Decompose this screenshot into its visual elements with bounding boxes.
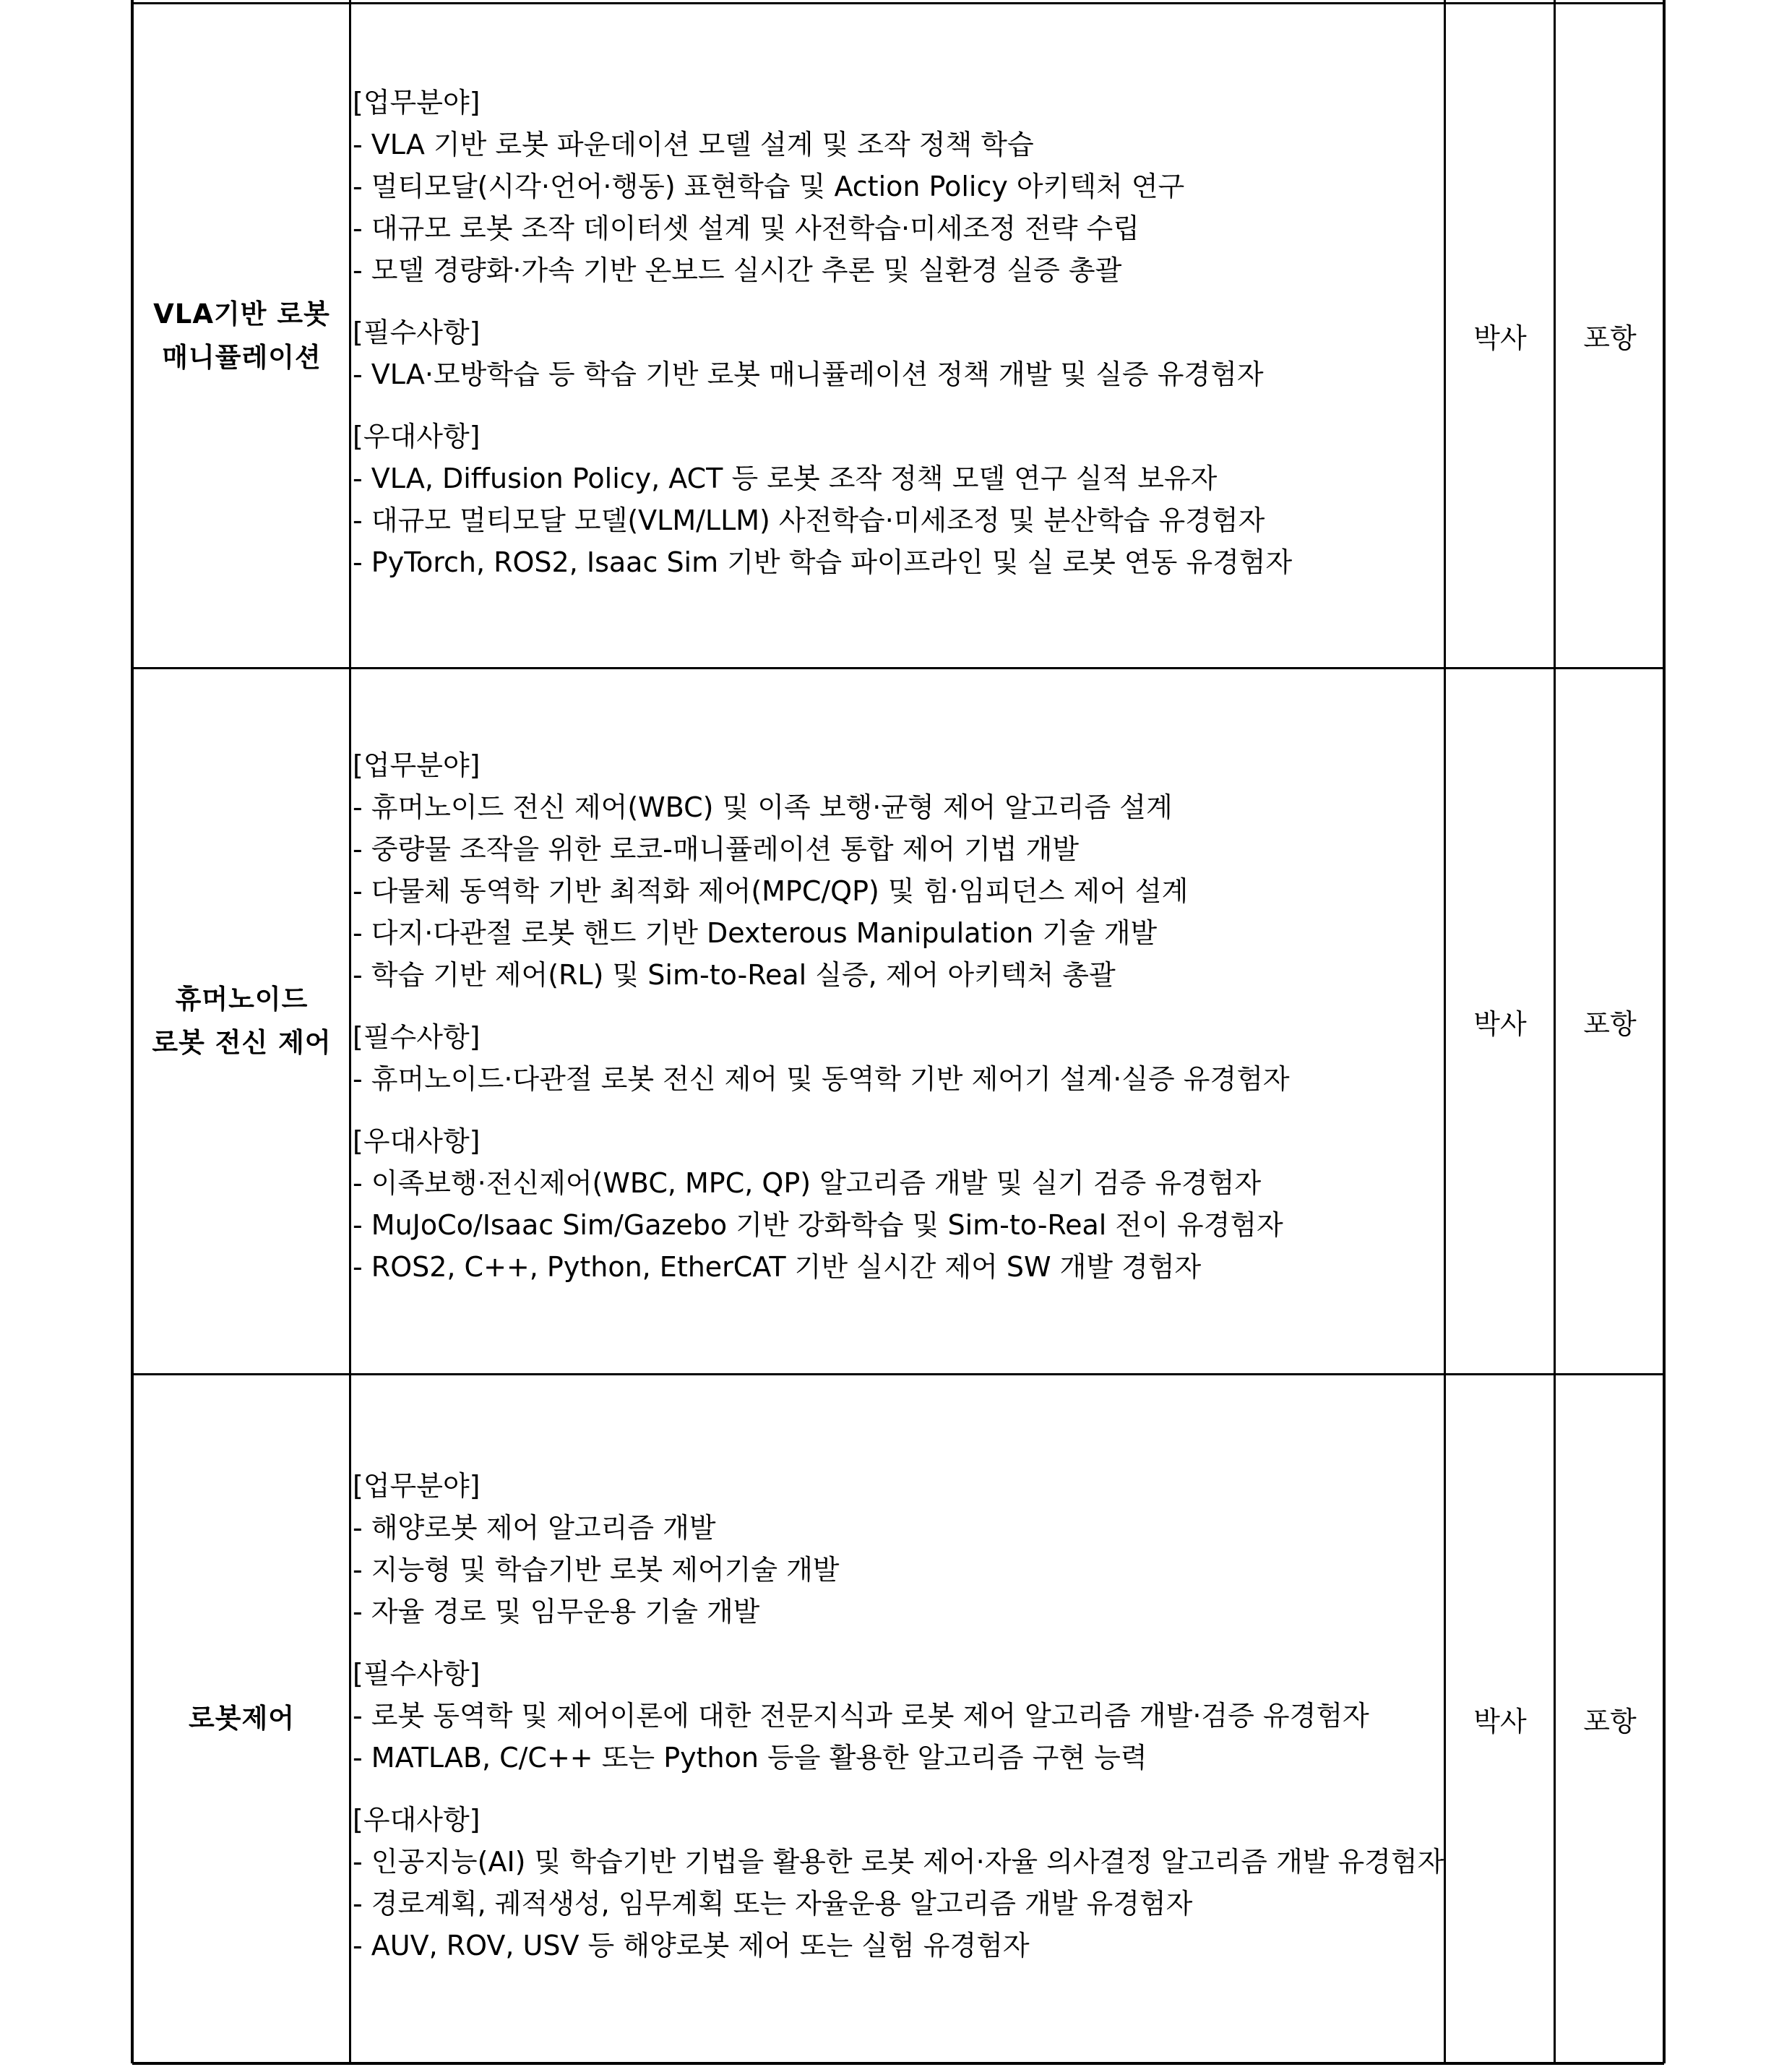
field-cell [135, 669, 348, 1373]
duty-item: - 모델 경량화·가속 기반 온보드 실시간 추론 및 실환경 실증 총괄 [353, 254, 1122, 286]
preferred-item: - 경로계획, 궤적생성, 임무계획 또는 자율운용 알고리즘 개발 유경험자 [353, 1888, 1193, 1920]
duties-section [353, 82, 1436, 291]
duties-title: [업무분야] [353, 749, 481, 781]
duty-item: - 지능형 및 학습기반 로봇 제어기술 개발 [353, 1554, 840, 1586]
duty-item: - 학습 기반 제어(RL) 및 Sim-to-Real 실증, 제어 아키텍처 총괄 [353, 959, 1116, 991]
required-item: - 로봇 동역학 및 제어이론에 대한 전문지식과 로봇 제어 알고리즘 개발·검증 유경험자 [353, 1700, 1369, 1732]
table-row [0, 669, 1792, 1373]
preferred-section [353, 416, 1436, 583]
preferred-title: [우대사항] [353, 1125, 481, 1157]
duty-item: - 다물체 동역학 기반 최적화 제어(MPC/QP) 및 힘·임피던스 제어 설계 [353, 875, 1189, 907]
preferred-item: - 이족보행·전신제어(WBC, MPC, QP) 알고리즘 개발 및 실기 검증 유경험자 [353, 1167, 1262, 1199]
preferred-item: - 인공지능(AI) 및 학습기반 기법을 활용한 로봇 제어·자율 의사결정 알고리즘 개발 유경험자 [353, 1846, 1444, 1878]
duty-item: - VLA 기반 로봇 파운데이션 모델 설계 및 조작 정책 학습 [353, 129, 1034, 160]
required-item: - VLA·모방학습 등 학습 기반 로봇 매니퓰레이션 정책 개발 및 실증 유경험자 [353, 358, 1264, 390]
duty-cell [353, 1465, 1444, 1987]
location-cell: 포항 [1583, 1705, 1637, 1737]
duty-item: - 멀티모달(시각·언어·행동) 표현학습 및 Action Policy 아키텍처 연구 [353, 171, 1185, 202]
field-cell [135, 1375, 348, 2062]
table-row [0, 1375, 1792, 2062]
preferred-item: - 대규모 멀티모달 모델(VLM/LLM) 사전학습·미세조정 및 분산학습 유경험자 [353, 504, 1265, 536]
degree-cell: 박사 [1473, 1705, 1527, 1737]
duty-item: - 자율 경로 및 임무운용 기술 개발 [353, 1596, 760, 1628]
required-item: - 휴머노이드·다관절 로봇 전신 제어 및 동역학 기반 제어기 설계·실증 유경험자 [353, 1063, 1290, 1095]
required-title: [필수사항] [353, 1021, 481, 1053]
location-cell: 포항 [1583, 1007, 1637, 1040]
duty-item: - 다지·다관절 로봇 핸드 기반 Dexterous Manipulation 기술 개발 [353, 917, 1158, 949]
preferred-section [353, 1120, 1436, 1288]
field-name: 휴머노이드 로봇 전신 제어 [152, 984, 332, 1058]
preferred-item: - MuJoCo/Isaac Sim/Gazebo 기반 강화학습 및 Sim-to-Real 전이 유경험자 [353, 1209, 1283, 1241]
required-title: [필수사항] [353, 1658, 481, 1690]
duty-item: - 휴머노이드 전신 제어(WBC) 및 이족 보행·균형 제어 알고리즘 설계 [353, 791, 1173, 823]
preferred-item: - VLA, Diffusion Policy, ACT 등 로봇 조작 정책 모델 연구 실적 보유자 [353, 463, 1218, 494]
preferred-item: - AUV, ROV, USV 등 해양로봇 제어 또는 실험 유경험자 [353, 1930, 1030, 1961]
duties-title: [업무분야] [353, 1470, 481, 1502]
preferred-section [353, 1799, 1444, 1967]
duty-cell [353, 744, 1436, 1308]
table-row [0, 4, 1792, 667]
preferred-item: - ROS2, C++, Python, EtherCAT 기반 실시간 제어 SW 개발 경험자 [353, 1251, 1202, 1283]
field-name: 로봇제어 [189, 1703, 295, 1734]
field-cell [135, 4, 348, 667]
degree-cell: 박사 [1473, 322, 1527, 354]
duty-item: - 대규모 로봇 조작 데이터셋 설계 및 사전학습·미세조정 전략 수립 [353, 212, 1140, 244]
duties-title: [업무분야] [353, 87, 481, 119]
duties-section [353, 744, 1436, 996]
duty-item: - 중량물 조작을 위한 로코-매니퓰레이션 통합 제어 기법 개발 [353, 833, 1080, 865]
duty-item: - 해양로봇 제어 알고리즘 개발 [353, 1512, 716, 1544]
degree-cell: 박사 [1473, 1007, 1527, 1040]
required-title: [필수사항] [353, 317, 481, 348]
preferred-title: [우대사항] [353, 1804, 481, 1836]
required-section [353, 311, 1436, 395]
field-name: VLA기반 로봇 매니퓰레이션 [153, 298, 330, 373]
duties-section [353, 1465, 1436, 1633]
duty-cell [353, 82, 1436, 603]
preferred-title: [우대사항] [353, 421, 481, 452]
required-section [353, 1653, 1436, 1779]
required-item: - MATLAB, C/C++ 또는 Python 등을 활용한 알고리즘 구현 능력 [353, 1742, 1147, 1774]
preferred-item: - PyTorch, ROS2, Isaac Sim 기반 학습 파이프라인 및 실 로봇 연동 유경험자 [353, 546, 1293, 578]
required-section [353, 1016, 1436, 1100]
table-bottom-border [132, 2062, 1664, 2065]
location-cell: 포항 [1583, 322, 1637, 354]
